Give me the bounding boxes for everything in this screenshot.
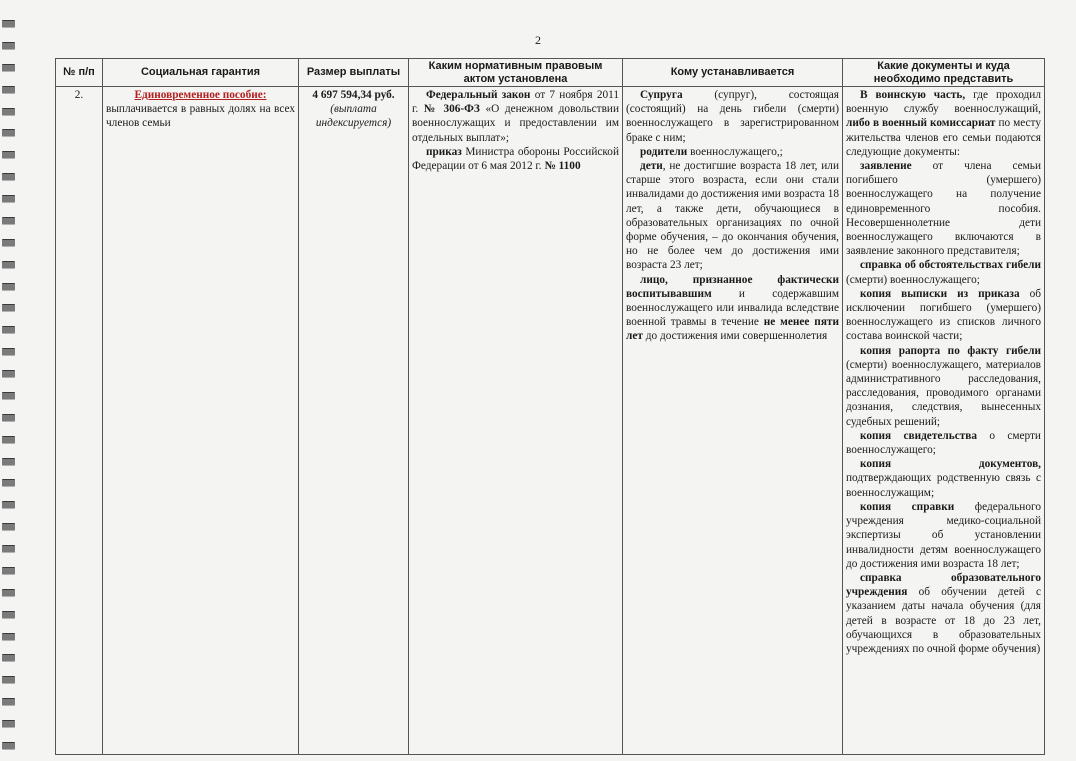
binding-ring [2,633,15,641]
binding-ring [2,654,15,662]
binding-ring [2,283,15,291]
cell-recipient [623,87,843,755]
binding-ring [2,436,15,444]
docs-item-death-certificate-circumstances: справка об обстоятельствах гибели (смерти) военнослужащего; [846,259,1041,286]
recipient-children: дети, не достигшие возраста 18 лет, или старше этого возраста, если они стали инвалидами до достижения ими возраста 18 лет, а также дети, обучающиеся в образовательных организациях по очной форме обучения, – до окончания обучения, но не более чем до достижения ими возраста 23 лет; [626,160,839,272]
header-recipient: Кому устанавливается [623,59,843,87]
guarantee-title: Единовременное пособие: [134,89,267,101]
binding-ring [2,742,15,750]
act-law: Федеральный закон от 7 ноября 2011 г. № 306-ФЗ «О денежном довольствии военнослужащих и предоставлении им отдельных выплат»; [412,89,620,144]
binding-ring [2,370,15,378]
act-order: приказ Министра обороны Российской Федерации от 6 мая 2012 г. № 1100 [412,145,619,173]
cell-amount [299,87,409,755]
binding-ring [2,173,15,181]
binding-ring [2,501,15,509]
binding-ring [2,86,15,94]
binding-ring [2,261,15,269]
binding-ring [2,523,15,531]
recipient-spouse: Супруга (супруг), состоящая (состоящий) на день гибели (смерти) военнослужащего в зарегистрированном браке с ним; [626,89,839,144]
header-documents: Какие документы и куда необходимо представить [843,59,1045,87]
binding-ring [2,151,15,159]
guarantee-text: выплачивается в равных долях на всех членов семьи [106,103,295,130]
binding-ring [2,720,15,728]
docs-item-application: заявление от члена семьи погибшего (умершего) военнослужащего на получение единовременного пособия. Несовершеннолетние дети военнослужащего включаются в заявление законного представителя; [846,160,1041,258]
binding-ring [2,479,15,487]
binding-ring [2,698,15,706]
binding-ring [2,64,15,72]
page-number: 2 [535,33,541,47]
binding-ring [2,392,15,400]
binding-ring [2,326,15,334]
row-number: 2. [74,89,84,101]
binding-ring [2,304,15,312]
header-guarantee: Социальная гарантия [103,59,299,87]
spiral-binding [2,20,18,750]
binding-ring [2,414,15,422]
binding-ring [2,20,15,28]
docs-item-kinship-documents: копия документов, подтверждающих родственную связь с военнослужащим; [846,458,1041,499]
binding-ring [2,129,15,137]
amount-value: 4 697 594,34 руб. [312,89,395,101]
binding-ring [2,545,15,553]
binding-ring [2,217,15,225]
binding-ring [2,589,15,597]
binding-ring [2,195,15,203]
recipient-guardian: лицо, признанное фактически воспитывавшим и содержавшим военнослужащего или инвалида вследствие военной травмы в течение не менее пяти лет до достижения ими совершеннолетия [626,273,839,343]
table-row [56,87,1045,755]
recipient-parents: родители военнослужащего,; [640,145,783,158]
docs-item-education-certificate: справка образовательного учреждения об обучении детей с указанием даты начала обучения (для детей в возрасте от 18 до 23 лет, обучающихся в образовательных учреждениях по очной форме обучения) [846,571,1041,655]
table-header-row [56,59,1045,87]
binding-ring [2,239,15,247]
social-guarantees-table [55,58,1045,755]
cell-number [56,87,103,755]
header-number: № п/п [56,59,103,87]
binding-ring [2,458,15,466]
cell-guarantee [103,87,299,755]
amount-note: (выплата индексируется) [315,103,392,130]
header-amount: Размер выплаты [299,59,409,87]
docs-item-report-copy: копия рапорта по факту гибели (смерти) военнослужащего, материалов административного расследования, расследования, проводимого органами дознания, следствия, вынесенных судебных решений; [846,344,1041,428]
binding-ring [2,108,15,116]
cell-act [409,87,623,755]
docs-item-order-extract: копия выписки из приказа об исключении погибшего (умершего) военнослужащего из списков личного состава воинской части; [846,287,1041,343]
header-act: Каким нормативным правовым актом установлена [409,59,623,87]
binding-ring [2,567,15,575]
docs-item-death-certificate: копия свидетельства о смерти военнослужащего; [846,429,1041,457]
docs-item-disability-certificate: копия справки федерального учреждения медико-социальной экспертизы об установлении инвалидности детям военнослужащего до достижения ими возраста 18 лет; [846,500,1041,570]
docs-intro: В воинскую часть, где проходил военную службу военнослужащий, либо в военный комиссариат по месту жительства членов его семьи подаются следующие документы: [846,89,1041,158]
binding-ring [2,611,15,619]
binding-ring [2,348,15,356]
binding-ring [2,676,15,684]
cell-documents [843,87,1045,755]
